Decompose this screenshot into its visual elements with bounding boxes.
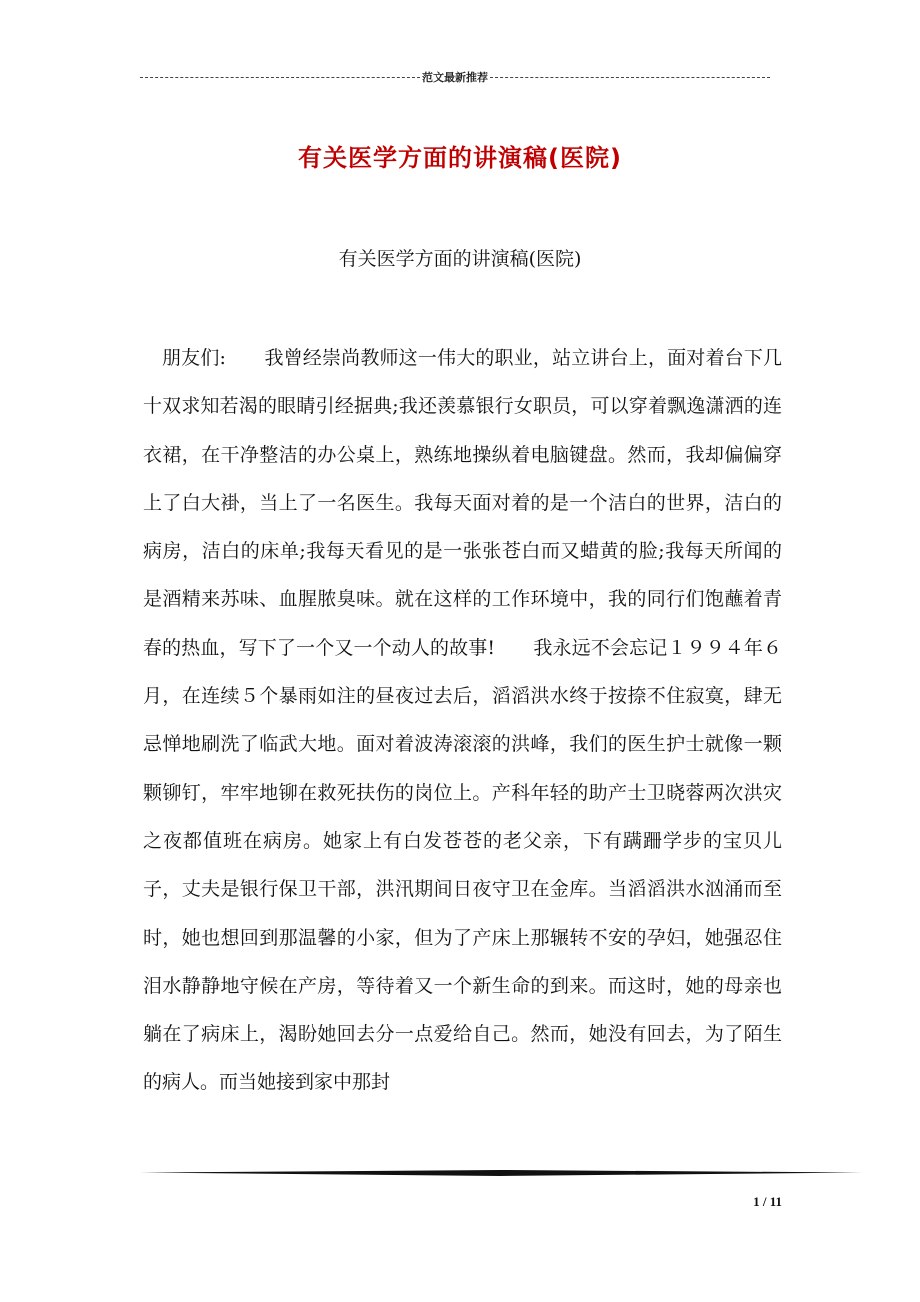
footer-divider <box>140 1170 862 1176</box>
document-subtitle: 有关医学方面的讲演稿(医院) <box>338 248 582 270</box>
document-title: 有关医学方面的讲演稿(医院) <box>298 144 622 173</box>
body-paragraph: 朋友们: 我曾经崇尚教师这一伟大的职业，站立讲台上，面对着台下几十双求知若渴的眼睛引经据典;我还羡慕银行女职员，可以穿着飘逸潇洒的连衣裙，在干净整洁的办公桌上，熟练地操纵着电脑键盘。然而，我却偏偏穿上了白大褂，当上了一名医生。我每天面对着的是一个洁白的世界，洁白的病房，洁白的床单;我每天看见的是一张张苍白而又蜡黄的脸;我每天所闻的是酒精来苏味、血腥脓臭味。就在这样的工作环境中，我的同行们饱蘸着青春的热血，写下了一个又一个动人的故事! 我永远不会忘记１９９４年６月，在连续５个暴雨如注的昼夜过去后，滔滔洪水终于按捺不住寂寞，肆无忌惮地刷洗了临武大地。面对着波涛滚滚的洪峰，我们的医生护士就像一颗颗铆钉，牢牢地铆在救死扶伤的岗位上。产科年轻的助产士卫晓蓉两次洪灾之夜都值班在病房。她家上有白发苍苍的老父亲，下有蹒跚学步的宝贝儿子，丈夫是银行保卫干部，洪汛期间日夜守卫在金库。当滔滔洪水汹涌而至时，她也想回到那温馨的小家，但为了产床上那辗转不安的孕妇，她强忍住泪水静静地守候在产房，等待着又一个新生命的到来。而这时，她的母亲也躺在了病床上，渴盼她回去分一点爱给自己。然而，她没有回去，为了陌生的病人。而当她接到家中那封 <box>143 347 782 1094</box>
header-label: 范文最新推荐 <box>422 71 488 84</box>
page-number: 1 / 11 <box>753 1194 782 1209</box>
header-dashes-right <box>490 77 770 78</box>
header-dashes-left <box>140 77 420 78</box>
page-header <box>140 68 770 86</box>
document-body <box>143 334 782 1107</box>
